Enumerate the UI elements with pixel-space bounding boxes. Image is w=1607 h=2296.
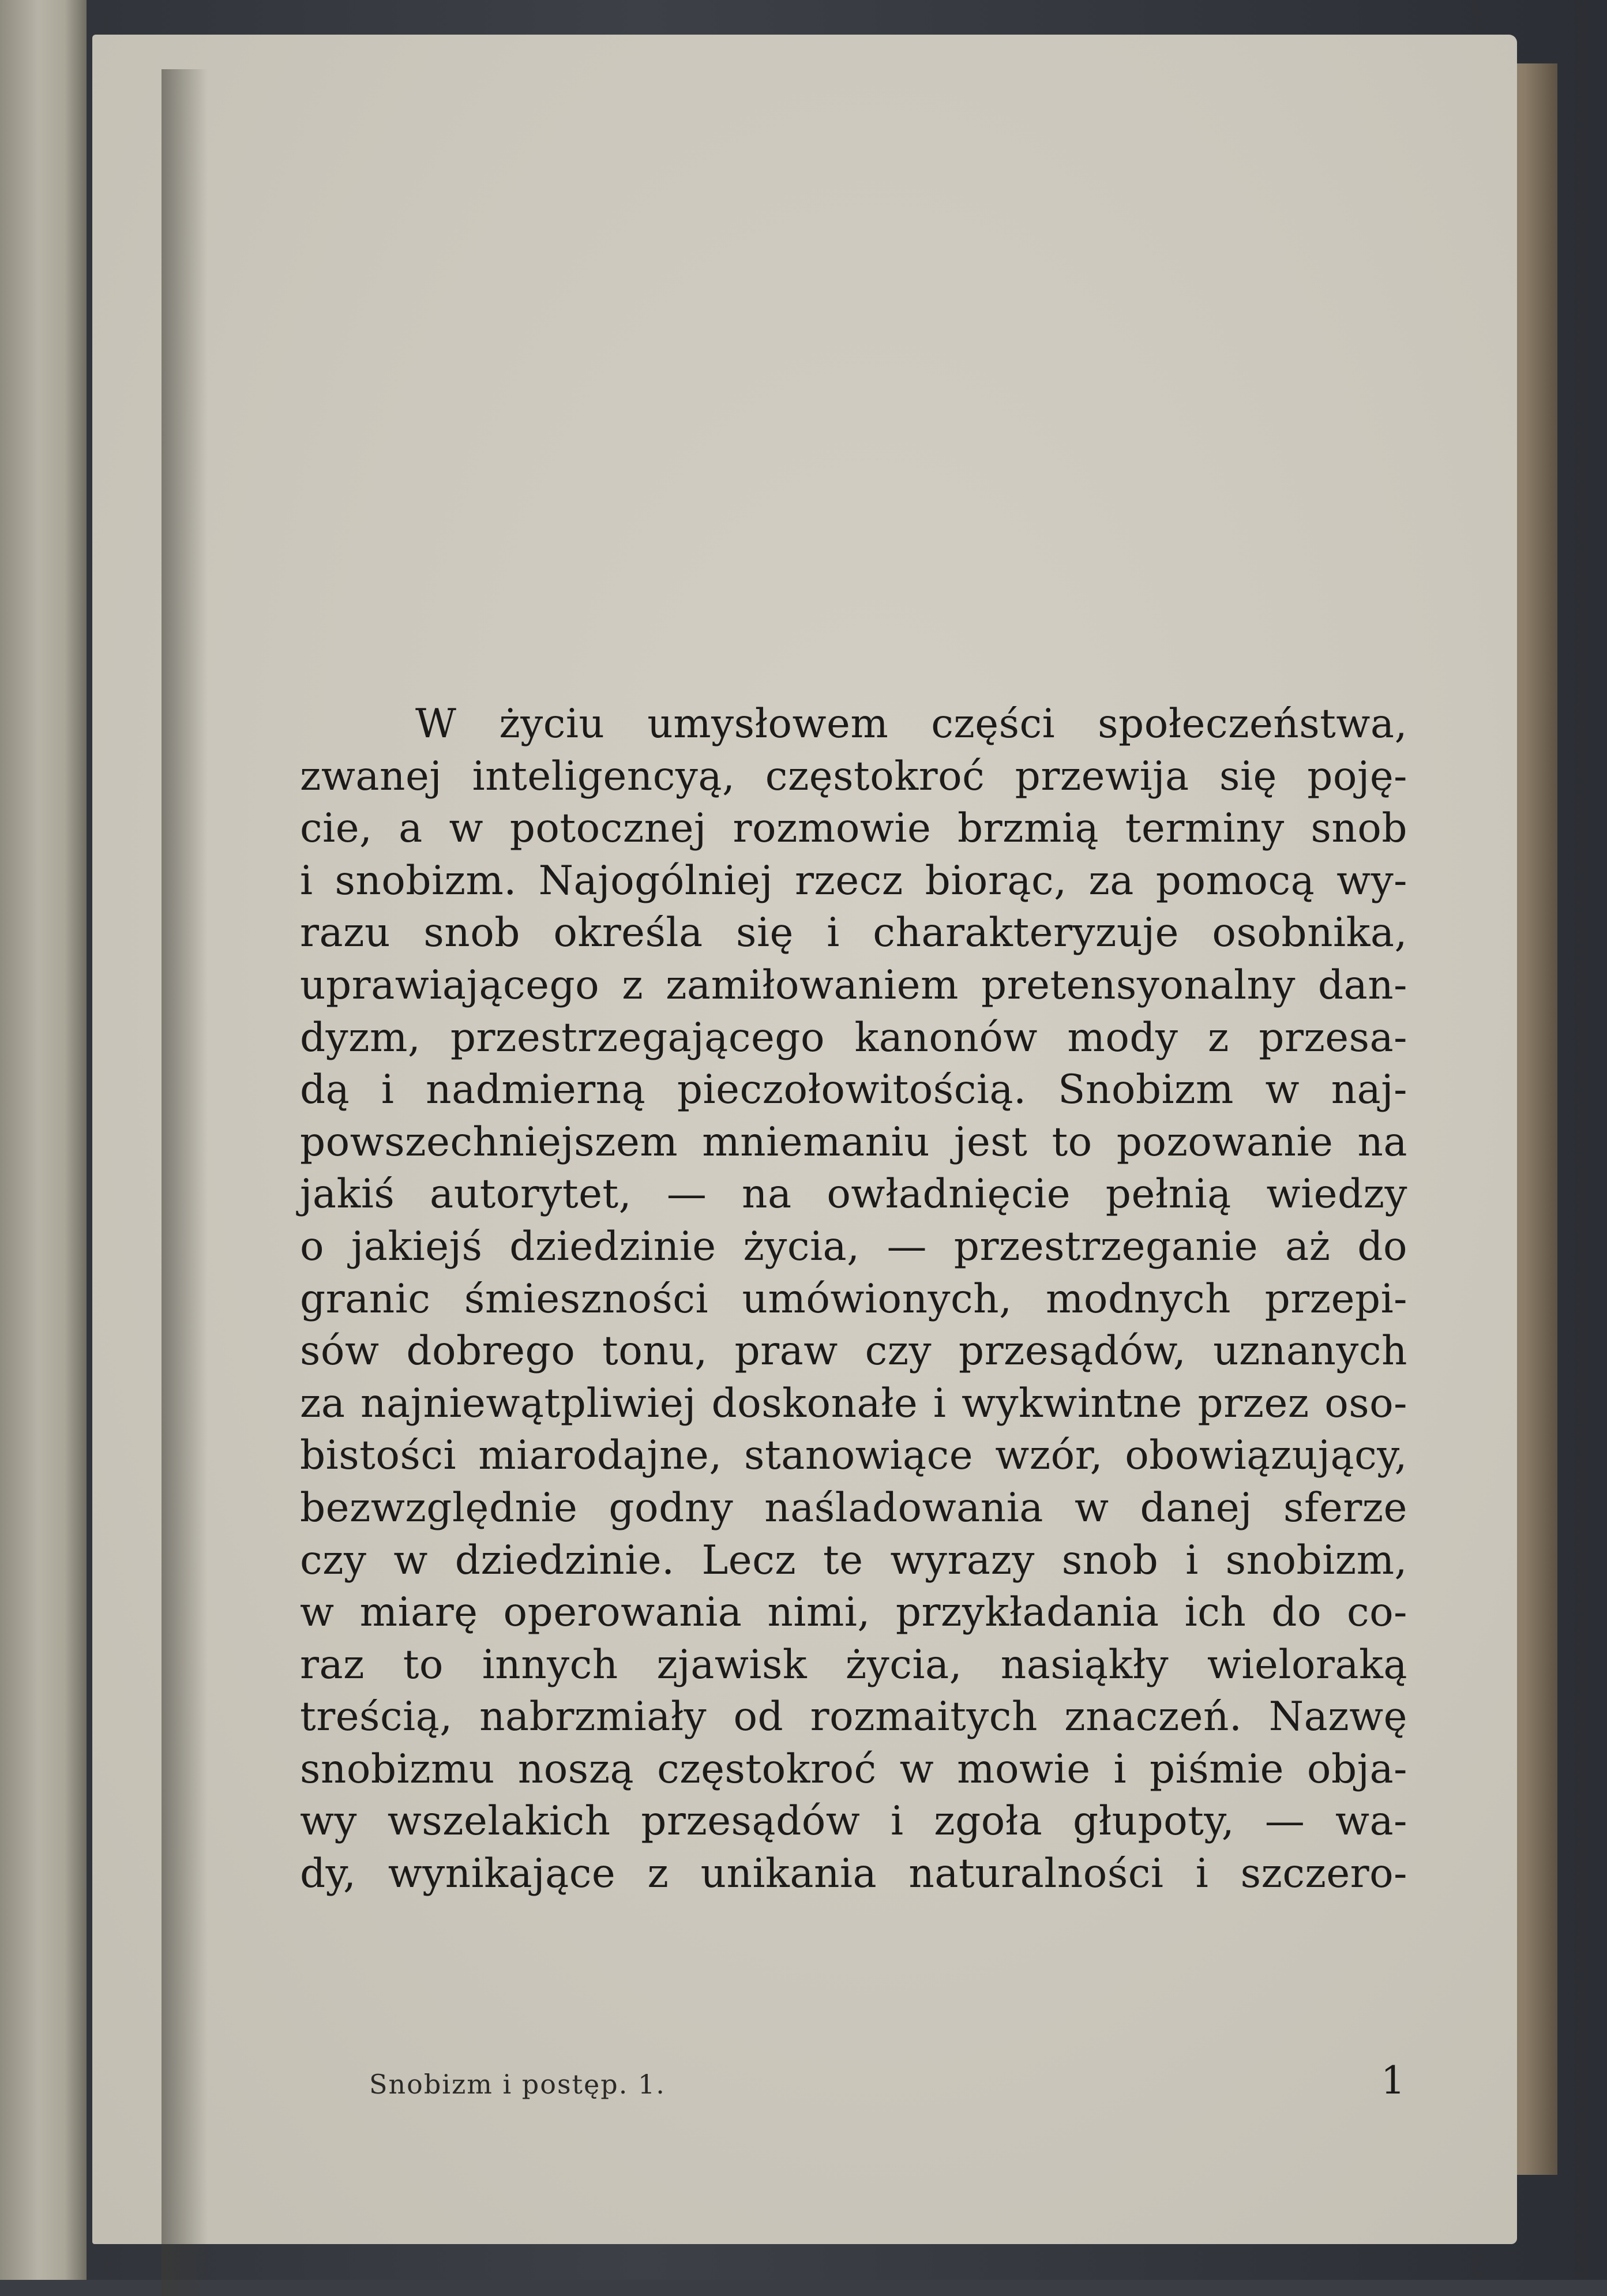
text-line: sów dobrego tonu, praw czy przesądów, uznanych (300, 1328, 1407, 1375)
text-line: bezwzględnie godny naśladowania w danej sferze (300, 1484, 1407, 1531)
text-line: powszechniejszem mniemaniu jest to pozowanie na (300, 1119, 1407, 1165)
text-line: uprawiającego z zamiłowaniem pretensyonalny dan- (300, 962, 1407, 1008)
text-line: bistości miarodajne, stanowiące wzór, obowiązujący, (300, 1432, 1407, 1479)
text-line: wy wszelakich przesądów i zgoła głupoty, — wa- (300, 1798, 1407, 1845)
text-line: dy, wynikające z unikania naturalności i szczero- (300, 1851, 1407, 1897)
text-line: dą i nadmierną pieczołowitością. Snobizm w naj- (300, 1067, 1407, 1113)
text-line: zwanej inteligencyą, częstokroć przewija się poję- (300, 753, 1407, 800)
text-line: treścią, nabrzmiały od rozmaitych znaczeń. Nazwę (300, 1694, 1407, 1740)
text-line: W życiu umysłowem części społeczeństwa, (415, 701, 1407, 747)
text-line: i snobizm. Najogólniej rzecz biorąc, za pomocą wy- (300, 857, 1407, 904)
page-number: 1 (1381, 2058, 1405, 2103)
text-line: razu snob określa się i charakteryzuje osobnika, (300, 910, 1407, 956)
text-line: granic śmieszności umówionych, modnych przepi- (300, 1275, 1407, 1322)
text-line: za najniewątpliwiej doskonałe i wykwintne przez oso- (300, 1380, 1407, 1427)
text-line: jakiś autorytet, — na owładnięcie pełnią wiedzy (300, 1171, 1407, 1218)
text-line: o jakiejś dziedzinie życia, — przestrzeganie aż do (300, 1223, 1407, 1270)
text-line: cie, a w potocznej rozmowie brzmią terminy snob (300, 805, 1407, 852)
previous-page-edge (0, 0, 87, 2280)
text-line: w miarę operowania nimi, przykładania ich do co- (300, 1589, 1407, 1636)
running-footer-title: Snobizm i postęp. 1. (369, 2069, 666, 2100)
spine-shadow (162, 69, 208, 2296)
text-line: dyzm, przestrzegającego kanonów mody z przesa- (300, 1014, 1407, 1061)
body-paragraph (300, 698, 1407, 1900)
text-line: czy w dziedzinie. Lecz te wyrazy snob i snobizm, (300, 1537, 1407, 1584)
text-line: raz to innych zjawisk życia, nasiąkły wieloraką (300, 1641, 1407, 1688)
text-line: snobizmu noszą częstokroć w mowie i piśmie obja- (300, 1746, 1407, 1792)
book-page (92, 35, 1517, 2244)
